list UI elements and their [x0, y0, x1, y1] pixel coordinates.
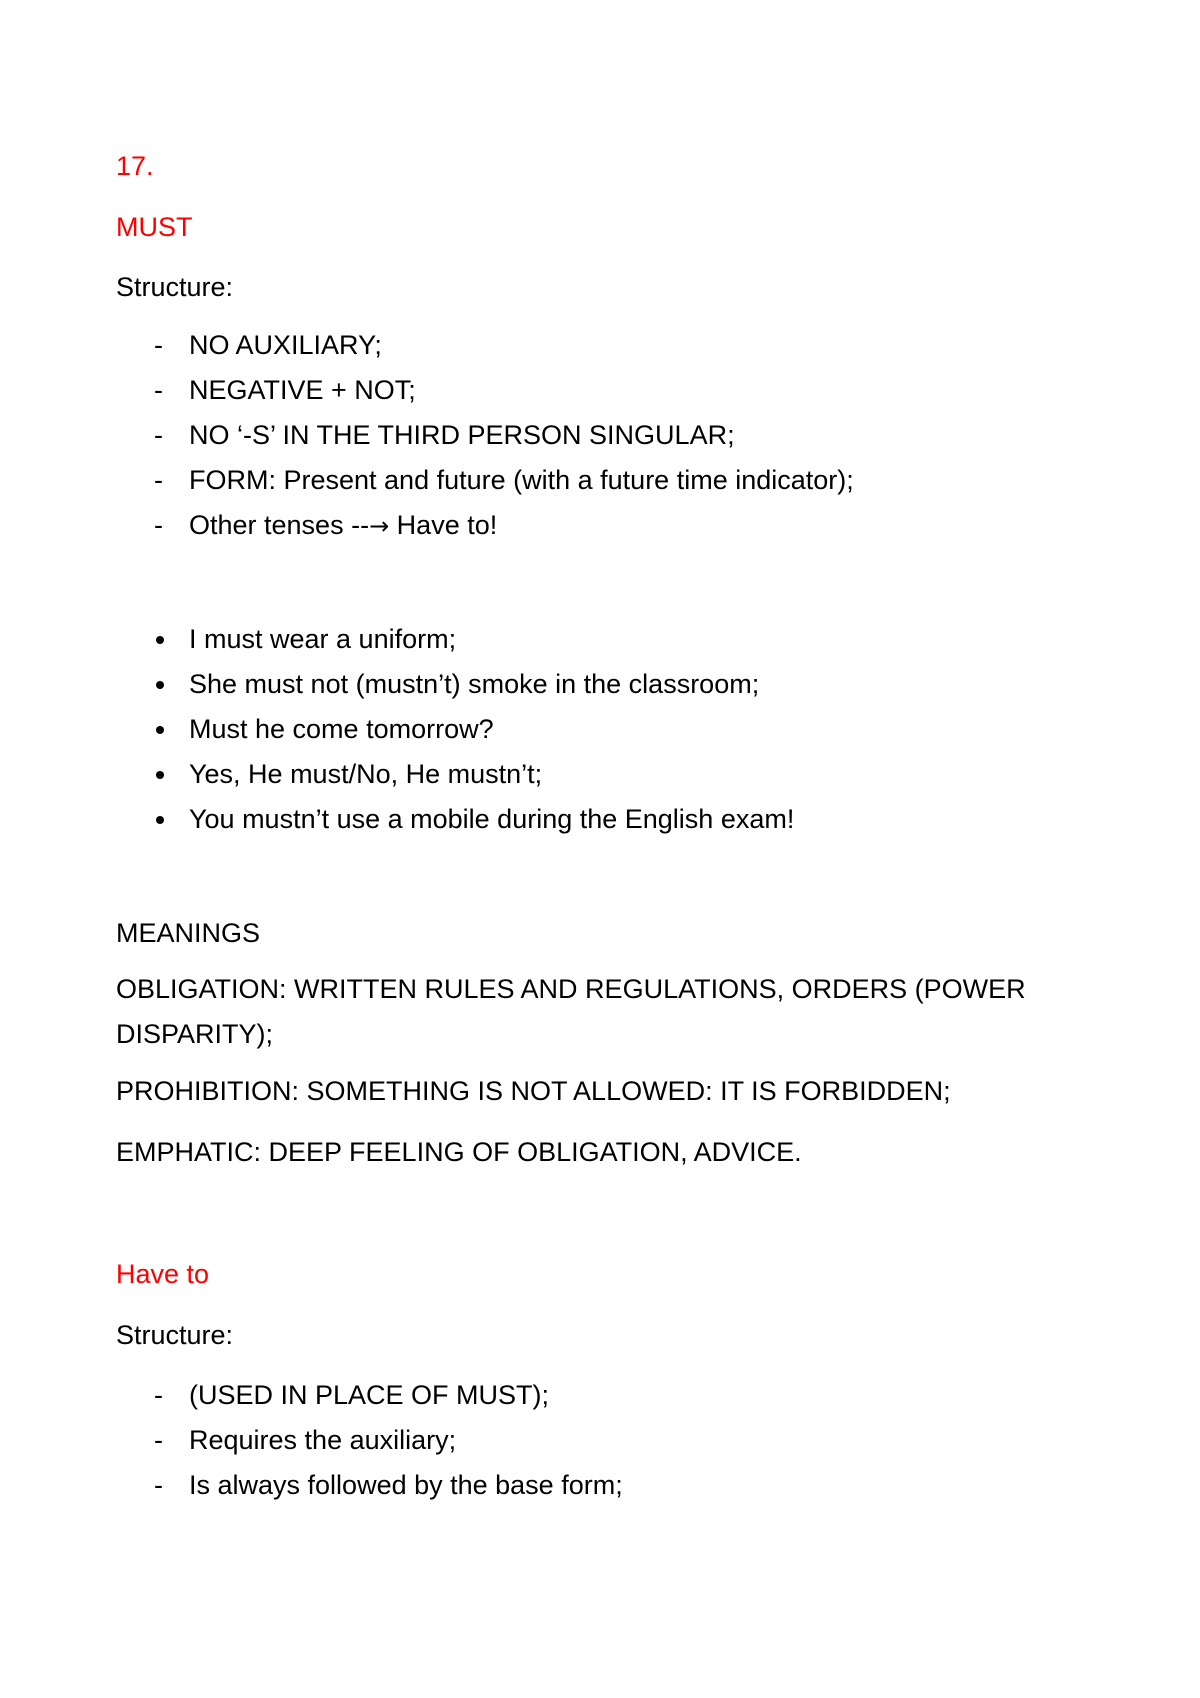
list-item-text: She must not (mustn’t) smoke in the classroom; [189, 669, 760, 699]
must-examples-list [116, 621, 1096, 846]
bullet-icon [156, 681, 164, 689]
dash-marker: - [154, 510, 163, 540]
list-item [116, 621, 1096, 666]
list-item-text: Yes, He must/No, He mustn’t; [189, 759, 543, 789]
list-item-text: Must he come tomorrow? [189, 714, 494, 744]
dash-marker: - [154, 420, 163, 450]
list-item [116, 711, 1096, 756]
have-to-heading: Have to [116, 1259, 210, 1289]
list-item [116, 1377, 1096, 1422]
list-item [116, 1422, 1096, 1467]
meaning-obligation: OBLIGATION: WRITTEN RULES AND REGULATIONS, ORDERS (POWER DISPARITY); [116, 974, 1026, 1049]
bullet-icon [156, 771, 164, 779]
dash-marker: - [154, 1470, 163, 1500]
list-item [116, 417, 1096, 462]
must-heading: MUST [116, 212, 193, 242]
list-item [116, 756, 1096, 801]
list-item-text: You mustn’t use a mobile during the English exam! [189, 804, 795, 834]
right-arrow-icon: → [369, 512, 390, 540]
other-tenses-suffix: Have to! [389, 510, 498, 540]
list-item [116, 507, 1096, 552]
meaning-emphatic: EMPHATIC: DEEP FEELING OF OBLIGATION, ADVICE. [116, 1137, 802, 1167]
meanings-heading: MEANINGS [116, 918, 261, 948]
dash-marker: - [154, 1380, 163, 1410]
list-item [116, 801, 1096, 846]
list-item-text: Requires the auxiliary; [189, 1425, 457, 1455]
list-item-text: NO AUXILIARY; [189, 330, 382, 360]
section-number: 17. [116, 151, 154, 181]
must-structure-list [116, 327, 1096, 552]
dash-marker: - [154, 1425, 163, 1455]
document-page [116, 148, 1096, 1512]
must-structure-label: Structure: [116, 272, 234, 302]
have-to-structure-list [116, 1377, 1096, 1512]
bullet-icon [156, 636, 164, 644]
list-item-text: NEGATIVE + NOT; [189, 375, 416, 405]
have-to-structure-label: Structure: [116, 1320, 234, 1350]
list-item [116, 327, 1096, 372]
dash-marker: - [154, 375, 163, 405]
list-item [116, 1467, 1096, 1512]
bullet-icon [156, 726, 164, 734]
dash-marker: - [154, 465, 163, 495]
meaning-prohibition: PROHIBITION: SOMETHING IS NOT ALLOWED: IT IS FORBIDDEN; [116, 1076, 951, 1106]
list-item-text: FORM: Present and future (with a future time indicator); [189, 465, 854, 495]
bullet-icon [156, 816, 164, 824]
dash-marker: - [154, 330, 163, 360]
list-item-text: (USED IN PLACE OF MUST); [189, 1380, 550, 1410]
list-item [116, 462, 1096, 507]
list-item [116, 372, 1096, 417]
list-item-text: NO ‘-S’ IN THE THIRD PERSON SINGULAR; [189, 420, 735, 450]
list-item [116, 666, 1096, 711]
list-item-text: I must wear a uniform; [189, 624, 457, 654]
other-tenses-prefix: Other tenses -- [189, 510, 370, 540]
list-item-text: Is always followed by the base form; [189, 1470, 623, 1500]
